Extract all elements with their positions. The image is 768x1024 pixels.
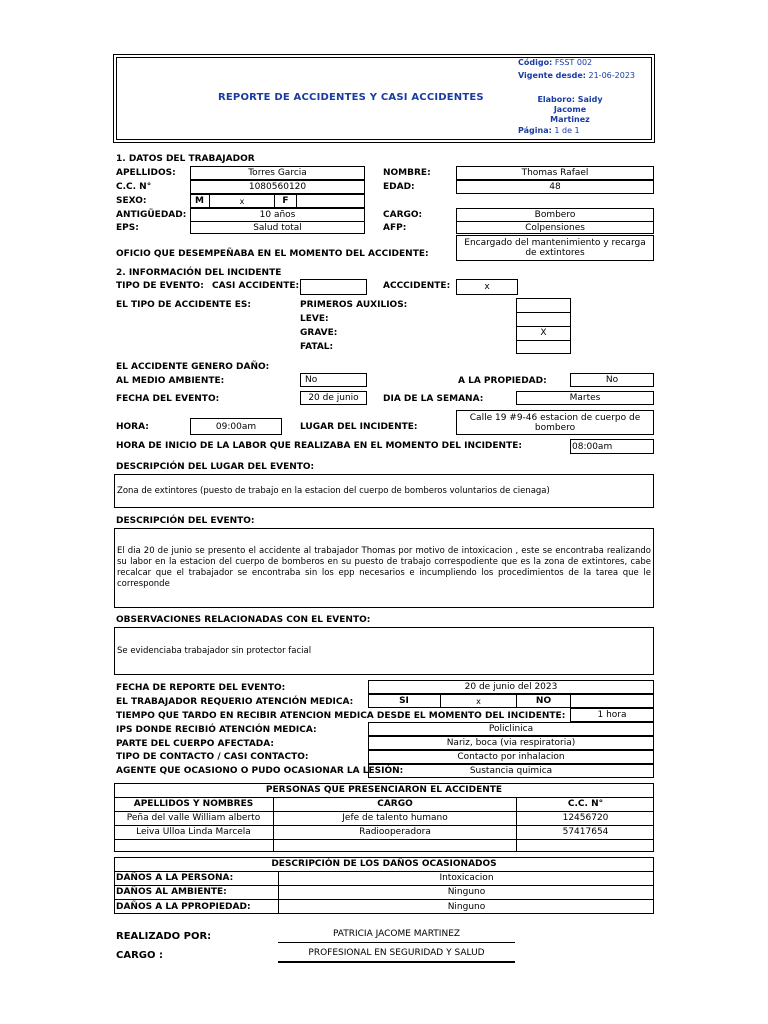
si-mark[interactable]: x	[476, 696, 481, 706]
danos-ambiente-label: DAÑOS AL AMBIENTE:	[116, 887, 227, 897]
sexo-label: SEXO:	[116, 196, 147, 206]
eps-label: EPS:	[116, 223, 139, 233]
contacto-label: TIPO DE CONTACTO / CASI CONTACTO:	[116, 752, 309, 762]
col-header-cargo: CARGO	[377, 799, 413, 809]
vigente-desde: Vigente desde: 21-06-2023	[518, 71, 635, 80]
dano-label: EL ACCIDENTE GENERO DAÑO:	[116, 362, 270, 372]
danos-ambiente-value: Ninguno	[447, 887, 486, 897]
apellidos-field[interactable]: Torres Garcia	[190, 166, 365, 180]
afp-label: AFP:	[383, 223, 407, 233]
tiempo-field[interactable]: 1 hora	[570, 708, 654, 722]
hora-inicio-field[interactable]: 08:00am	[570, 439, 654, 454]
col-header-cc: C.C. N°	[567, 799, 604, 809]
tipo-evento-label: TIPO DE EVENTO:	[116, 281, 204, 291]
contacto-field[interactable]: Contacto por inhalacion	[368, 750, 654, 764]
antiguedad-label: ANTIGÜEDAD:	[116, 210, 187, 220]
col-header-nombres: APELLIDOS Y NOMBRES	[133, 799, 254, 809]
accidente-field[interactable]: x	[456, 279, 518, 295]
observaciones-field[interactable]: Se evidenciaba trabajador sin protector facial	[114, 627, 654, 675]
desc-evento-field[interactable]: El dia 20 de junio se presento el accidente al trabajador Thomas por motivo de intoxicacion , este se encontraba realizando su labor en la estacion del cuerpo de bomberos en su puesto de trabajo correspodiente que es la zona de extintores, cabe recalcar que el trabajador se encontraba sin los epp necesarios e incumpliendo los procedimientos de la tarea que le corresponde	[114, 528, 654, 608]
agente-field[interactable]: Sustancia quimica	[368, 764, 654, 778]
realizado-label: REALIZADO POR:	[116, 931, 212, 942]
elaboro: Elaboro: Saidy Jacome Martinez	[537, 95, 603, 124]
cc-field[interactable]: 1080560120	[190, 180, 365, 194]
testigo-2-cc: 57417654	[562, 827, 609, 837]
desc-lugar-field[interactable]: Zona de extintores (puesto de trabajo en la estacion del cuerpo de bomberos voluntarios de cienaga)	[114, 474, 654, 508]
section-trabajador: 1. DATOS DEL TRABAJADOR	[116, 154, 255, 164]
cargo-label: CARGO:	[383, 210, 423, 220]
agente-label: AGENTE QUE OCASIONO O PUDO OCASIONAR LA LESIÓN:	[116, 766, 404, 776]
fecha-evento-label: FECHA DEL EVENTO:	[116, 394, 220, 404]
edad-field[interactable]: 48	[456, 180, 654, 194]
danos-persona-label: DAÑOS A LA PERSONA:	[116, 873, 234, 883]
pagina: Página: 1 de 1	[518, 126, 580, 135]
testigo-2-cargo: Radiooperadora	[359, 827, 431, 837]
danos-propiedad-label: DAÑOS A LA PPROPIEDAD:	[116, 901, 251, 912]
si-label: SI	[399, 696, 409, 706]
sexo-m-mark[interactable]: x	[239, 196, 245, 206]
dia-semana-field[interactable]: Martes	[516, 391, 654, 405]
apellidos-label: APELLIDOS:	[116, 168, 176, 178]
document-title: REPORTE DE ACCIDENTES Y CASI ACCIDENTES	[218, 92, 484, 103]
cargo-field[interactable]: Bombero	[456, 208, 654, 222]
propiedad-field[interactable]: No	[570, 373, 654, 387]
testigo-1-cc: 12456720	[562, 813, 609, 823]
danos-title: DESCRIPCIÓN DE LOS DAÑOS OCASIONADOS	[271, 859, 497, 869]
antiguedad-field[interactable]: 10 años	[190, 208, 365, 222]
ips-field[interactable]: Policlinica	[368, 722, 654, 736]
fatal-label: FATAL:	[300, 342, 334, 352]
medio-ambiente-field[interactable]: No	[300, 373, 367, 387]
danos-persona-value: Intoxicacion	[439, 873, 494, 883]
firma-cargo-value: PROFESIONAL EN SEGURIDAD Y SALUD	[278, 948, 515, 963]
accidente-label: ACCCIDENTE:	[383, 281, 451, 291]
lugar-field[interactable]: Calle 19 #9-46 estacion de cuerpo de bombero	[456, 410, 654, 435]
fecha-evento-field[interactable]: 20 de junio	[300, 391, 367, 405]
hora-field[interactable]: 09:00am	[190, 418, 282, 435]
nombre-label: NOMBRE:	[383, 168, 431, 178]
codigo: Código: FSST 002	[518, 58, 593, 67]
dia-semana-label: DIA DE LA SEMANA:	[383, 394, 484, 404]
requirio-label: EL TRABAJADOR REQUERIO ATENCIÓN MEDICA:	[116, 697, 354, 707]
desc-evento-label: DESCRIPCIÓN DEL EVENTO:	[116, 516, 255, 526]
firma-cargo-label: CARGO :	[116, 950, 163, 961]
realizado-value: PATRICIA JACOME MARTINEZ	[278, 929, 515, 943]
hora-label: HORA:	[116, 422, 149, 432]
medio-ambiente-label: AL MEDIO AMBIENTE:	[116, 376, 225, 386]
section-incidente: 2. INFORMACIÓN DEL INCIDENTE	[116, 268, 282, 278]
no-label: NO	[535, 696, 552, 706]
testigo-1-nombre: Peña del valle William alberto	[126, 813, 261, 823]
eps-field[interactable]: Salud total	[190, 221, 365, 234]
hora-inicio-label: HORA DE INICIO DE LA LABOR QUE REALIZABA EN EL MOMENTO DEL INCIDENTE:	[116, 441, 522, 451]
grave-mark[interactable]: X	[540, 328, 547, 338]
cc-label: C.C. N°	[116, 182, 152, 192]
sexo-m: M	[195, 196, 204, 206]
desc-lugar-label: DESCRIPCIÓN DEL LUGAR DEL EVENTO:	[116, 462, 315, 472]
casi-accidente-label: CASI ACCIDENTE:	[212, 281, 300, 291]
testigo-2-nombre: Leiva Ulloa Linda Marcela	[136, 827, 251, 837]
sexo-f: F	[282, 196, 289, 206]
edad-label: EDAD:	[383, 182, 415, 192]
parte-cuerpo-label: PARTE DEL CUERPO AFECTADA:	[116, 739, 275, 749]
observaciones-label: OBSERVACIONES RELACIONADAS CON EL EVENTO:	[116, 615, 371, 625]
fecha-reporte-label: FECHA DE REPORTE DEL EVENTO:	[116, 683, 286, 693]
tipo-accidente-label: EL TIPO DE ACCIDENTE ES:	[116, 300, 251, 310]
parte-cuerpo-field[interactable]: Nariz, boca (via respiratoria)	[368, 736, 654, 750]
leve-label: LEVE:	[300, 314, 329, 324]
fecha-reporte-field[interactable]: 20 de junio del 2023	[368, 680, 654, 694]
danos-propiedad-value: Ninguno	[447, 901, 486, 912]
tiempo-label: TIEMPO QUE TARDO EN RECIBIR ATENCION MEDICA DESDE EL MOMENTO DEL INCIDENTE:	[116, 711, 566, 721]
oficio-label: OFICIO QUE DESEMPEÑABA EN EL MOMENTO DEL ACCIDENTE:	[116, 249, 429, 259]
propiedad-label: A LA PROPIEDAD:	[458, 376, 547, 386]
primeros-auxilios-label: PRIMEROS AUXILIOS:	[300, 300, 408, 310]
afp-field[interactable]: Colpensiones	[456, 221, 654, 234]
ips-label: IPS DONDE RECIBIÓ ATENCIÓN MEDICA:	[116, 725, 317, 735]
grave-label: GRAVE:	[300, 328, 338, 338]
nombre-field[interactable]: Thomas Rafael	[456, 166, 654, 180]
no-mark[interactable]	[571, 694, 654, 708]
casi-accidente-field[interactable]	[300, 279, 367, 295]
testigo-1-cargo: Jefe de talento humano	[342, 813, 448, 823]
testigos-title: PERSONAS QUE PRESENCIARON EL ACCIDENTE	[265, 785, 503, 795]
oficio-field[interactable]: Encargado del mantenimiento y recarga de extintores	[456, 235, 654, 261]
lugar-label: LUGAR DEL INCIDENTE:	[300, 422, 418, 432]
